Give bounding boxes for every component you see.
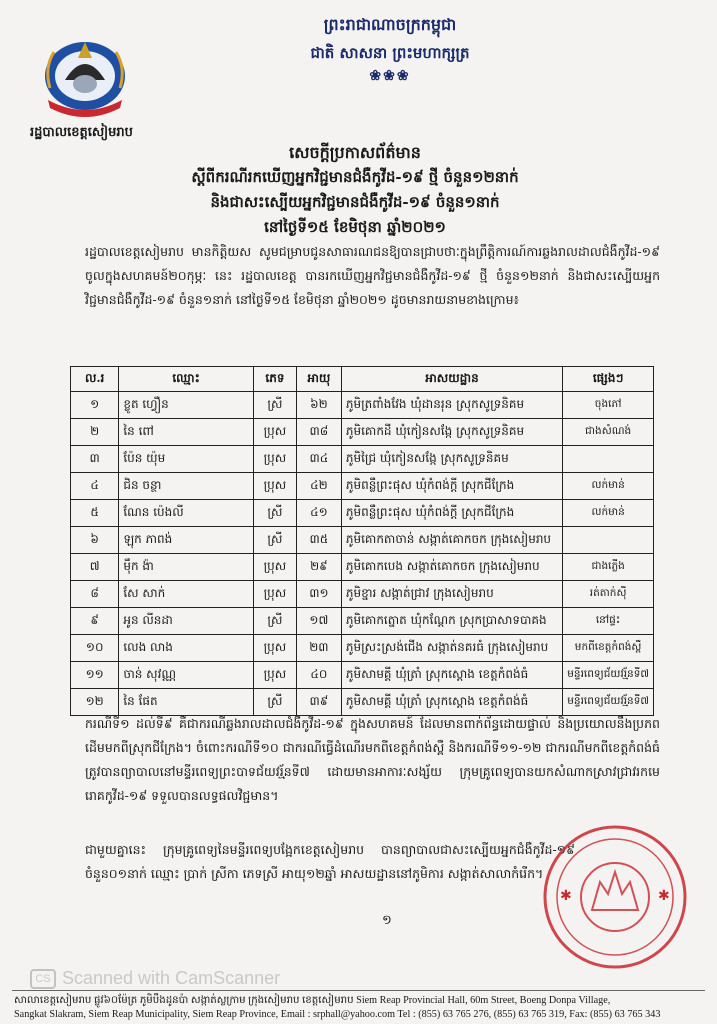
cell-name: នៃ ផែត: [119, 689, 254, 716]
table-row: [71, 527, 654, 554]
cell-note: លក់មាន់: [563, 473, 654, 500]
office-name: រដ្ឋបាលខេត្តសៀមរាប: [30, 125, 133, 140]
cell-note: មន្ទីរពេទ្យជ័យវរ្ម័នទី៧: [563, 689, 654, 716]
cell-age: ២៣: [296, 635, 341, 662]
cell-number: ១០: [71, 635, 119, 662]
cell-address: ភូមិគោកតាចាន់ សង្កាត់គោកចក ក្រុងសៀមរាប: [341, 527, 562, 554]
cell-sex: ស្រី: [253, 608, 296, 635]
cell-number: ៨: [71, 581, 119, 608]
cell-name: លេង លាង: [119, 635, 254, 662]
cell-sex: ប្រុស: [253, 554, 296, 581]
cell-note: [563, 527, 654, 554]
footer-contact: [14, 994, 704, 1022]
table-row: [71, 581, 654, 608]
table-row: [71, 392, 654, 419]
announcement-subject: ស្តីពីករណីរកឃើញអ្នកវិជ្ជមានជំងឺកូវីដ-១៩ ថ្មី ចំនួន១២នាក់: [191, 168, 519, 186]
cell-name: ឡុក ភាពង់: [119, 527, 254, 554]
cell-age: ៣៩: [296, 689, 341, 716]
national-motto: ជាតិ សាសនា ព្រះមហាក្សត្រ: [310, 44, 470, 62]
watermark-text: Scanned with CamScanner: [62, 968, 281, 988]
cell-sex: ស្រី: [253, 392, 296, 419]
cell-age: ៣៥: [296, 527, 341, 554]
cell-name: ជិន ចន្ថា: [119, 473, 254, 500]
cell-sex: ប្រុស: [253, 473, 296, 500]
cell-number: ២: [71, 419, 119, 446]
cell-address: ភូមិខ្នារ សង្កាត់ជ្រាវ ក្រុងសៀមរាប: [341, 581, 562, 608]
cell-note: ចុងភៅ: [563, 392, 654, 419]
cell-age: ៦២: [296, 392, 341, 419]
cell-number: ៣: [71, 446, 119, 473]
table-header-row: [71, 367, 654, 392]
cell-sex: ប្រុស: [253, 446, 296, 473]
cell-age: ៣៤: [296, 446, 341, 473]
cell-sex: ប្រុស: [253, 581, 296, 608]
kingdom-title: ព្រះរាជាណាចក្រកម្ពុជា: [323, 15, 457, 34]
recovery-paragraph: ជាមួយគ្នានេះ ក្រុមគ្រូពេទ្យនៃមន្ទីរពេទ្យបង្អែកខេត្តសៀមរាប បានព្យាបាលជាសះស្បើយអ្នកជំងឺកូវីដ-១៩ ចំនួន០១នាក់ ឈ្មោះ ប្រាក់ ស្រីកា ភេទស្រី អាយុ១២ឆ្នាំ អាសយដ្ឋាននៅភូមិការ សង្កាត់សាលាកំរើក។: [85, 842, 575, 881]
table-row: [71, 662, 654, 689]
cell-address: ភូមិត្រពាំងវែង ឃុំដានរុន ស្រុកសូទ្រនិគម: [341, 392, 562, 419]
cell-age: ៣៨: [296, 419, 341, 446]
cell-name: ម៉ឹក ង៉ា: [119, 554, 254, 581]
announcement-subject-2: និងជាសះស្បើយអ្នកវិជ្ជមានជំងឺកូវីដ-១៩ ចំនួន១នាក់: [210, 193, 500, 211]
cell-sex: ស្រី: [253, 500, 296, 527]
cell-number: ៤: [71, 473, 119, 500]
cell-address: ភូមិពន្លឺព្រះផុស ឃុំកំពង់ក្តី ស្រុកជីក្រែង: [341, 500, 562, 527]
col-header-address: អាសយដ្ឋាន: [341, 367, 562, 392]
cell-number: ៧: [71, 554, 119, 581]
official-stamp-icon: [540, 822, 690, 972]
document-titles: [120, 140, 590, 240]
col-header-sex: ភេទ: [253, 367, 296, 392]
kingdom-header: [240, 14, 540, 84]
footer-divider: [12, 990, 705, 991]
cell-address: ភូមិជ្រៃ ឃុំកៀនសង្កែ ស្រុកសូទ្រនិគម: [341, 446, 562, 473]
cell-sex: ស្រី: [253, 689, 296, 716]
cell-note: [563, 446, 654, 473]
cell-name: ចាន់ សុវណ្ណ: [119, 662, 254, 689]
cell-address: ភូមិសាមគ្គី ឃុំត្រាំ ស្រុកស្តោង ខេត្តកំពង់ធំ: [341, 689, 562, 716]
cell-number: ១: [71, 392, 119, 419]
cell-note: នៅផ្ទះ: [563, 608, 654, 635]
cell-number: ១១: [71, 662, 119, 689]
cell-age: ៤២: [296, 473, 341, 500]
cell-address: ភូមិសាមគ្គី ឃុំត្រាំ ស្រុកស្តោង ខេត្តកំពង់ធំ: [341, 662, 562, 689]
footer-contact-line: Sangkat Slakram, Siem Reap Municipality, Siem Reap Province, Email : srphall@yahoo.com Tel : (855) 63 765 276, (855) 63 765 319, Fax: (855) 63 765 343: [14, 1009, 661, 1020]
cell-note: មន្ទីរពេទ្យជ័យវរ្ម័នទី៧: [563, 662, 654, 689]
cell-address: ភូមិពន្លឺព្រះផុស ឃុំកំពង់ក្តី ស្រុកជីក្រែង: [341, 473, 562, 500]
table-row: [71, 473, 654, 500]
col-header-age: អាយុ: [296, 367, 341, 392]
cell-address: ភូមិគោកត្នោត ឃុំកណ្តែក ស្រុកប្រាសាទបាគង: [341, 608, 562, 635]
col-header-notes: ផ្សេងៗ: [563, 367, 654, 392]
cell-note: ជាងសំណង់: [563, 419, 654, 446]
header-ornament: ❀❀❀: [369, 68, 411, 84]
announcement-title: សេចក្តីប្រកាសព័ត៌មាន: [289, 143, 421, 162]
cell-sex: ប្រុស: [253, 419, 296, 446]
cell-note: រត់តាក់ស៊ី: [563, 581, 654, 608]
svg-text:✱: ✱: [658, 888, 670, 904]
table-row: [71, 419, 654, 446]
table-row: [71, 554, 654, 581]
cell-age: ១៧: [296, 608, 341, 635]
provincial-emblem-icon: [40, 28, 130, 118]
cell-number: ៦: [71, 527, 119, 554]
table-row: [71, 608, 654, 635]
intro-paragraph: រដ្ឋបាលខេត្តសៀមរាប មានកិត្តិយស សូមជម្រាបជូនសាធារណជនឱ្យបានជ្រាបថាៈក្នុងព្រឹត្តិការណ៍ការឆ្លងរាលដាលជំងឺកូវីដ-១៩ ចូលក្នុងសហគមន៍២០កុម្ភៈ នេះ រដ្ឋបាលខេត្ត បានរកឃើញអ្នកវិជ្ជមានជំងឺកូវីដ-១៩ ថ្មី ចំនួន១២នាក់ និងជាសះស្បើយអ្នកវិជ្ជមានជំងឺកូវីដ-១៩ ចំនួន១នាក់ នៅថ្ងៃទី១៥ ខែមិថុនា ឆ្នាំ២០២១ ដូចមានរាយនាមខាងក្រោម៖: [85, 244, 660, 307]
cell-address: ភូមិគោកដី ឃុំកៀនសង្កែ ស្រុកសូទ្រនិគម: [341, 419, 562, 446]
cell-number: ៩: [71, 608, 119, 635]
cell-address: ភូមិស្រះស្រង់ជើង សង្កាត់នគរធំ ក្រុងសៀមរាប: [341, 635, 562, 662]
cell-note: មកពីខេត្តកំពង់ស្ពឺ: [563, 635, 654, 662]
scanner-watermark: [30, 968, 280, 989]
cell-sex: ប្រុស: [253, 635, 296, 662]
cell-age: ២៩: [296, 554, 341, 581]
cell-sex: ស្រី: [253, 527, 296, 554]
cell-age: ៣១: [296, 581, 341, 608]
cell-number: ១២: [71, 689, 119, 716]
cell-name: នៃ ពៅ: [119, 419, 254, 446]
camscanner-logo-icon: CS: [30, 969, 56, 989]
cell-age: ៤០: [296, 662, 341, 689]
cases-table: [70, 366, 654, 716]
cell-sex: ប្រុស: [253, 662, 296, 689]
table-row: [71, 635, 654, 662]
cell-address: ភូមិគោកបេង សង្កាត់គោកចក ក្រុងសៀមរាប: [341, 554, 562, 581]
svg-text:✱: ✱: [560, 888, 572, 904]
office-logo-block: [30, 28, 150, 143]
footer-address-line: សាលាខេត្តសៀមរាប ផ្លូវ៦០ម៉ែត្រ ភូមិបឹងដូនប៉ា សង្កាត់ស្លក្រាម ក្រុងសៀមរាប ខេត្តសៀមរាប Siem Reap Provincial Hall, 60m Street, Boeng Donpa Village,: [14, 995, 611, 1006]
announcement-date: នៅថ្ងៃទី១៥ ខែមិថុនា ឆ្នាំ២០២១: [264, 218, 446, 236]
page-number: ១: [382, 913, 392, 928]
cases-explanation-paragraph: ករណីទី១ ដល់ទី៩ គឺជាករណីឆ្លងរាលដាលជំងឺកូវីដ-១៩ ក្នុងសហគមន៍ ដែលមានពាក់ព័ន្ធដោយផ្ទាល់ និងប្រយោលនឹងប្រភពដើមមកពីស្រុកជីក្រែង។ ចំពោះករណីទី១០ ជាករណីធ្វើដំណើរមកពីខេត្តកំពង់ស្ពឺ និងករណីទី១១-១២ ជាករណីមកពីខេត្តកំពង់ធំ ត្រូវបានព្យាបាលនៅមន្ទីរពេទ្យព្រះបាទជ័យវរ្ម័នទី៧ ដោយមានអាការៈសង្ស័យ ក្រុមគ្រូពេទ្យបានយកសំណាកស្រាវជ្រាវរកមេរោគកូវីដ-១៩ ទទួលបានលទ្ធផលវិជ្ជមាន។: [85, 716, 660, 803]
cell-name: ប៉ែន យ៉ុម: [119, 446, 254, 473]
cell-note: ជាងភ្លើង: [563, 554, 654, 581]
col-header-number: ល.រ: [71, 367, 119, 392]
col-header-name: ឈ្មោះ: [119, 367, 254, 392]
cell-name: ណែន ប៉េងលី: [119, 500, 254, 527]
cell-name: ខ្លូត ហ្វឿន: [119, 392, 254, 419]
cell-age: ៤១: [296, 500, 341, 527]
table-row: [71, 500, 654, 527]
cell-number: ៥: [71, 500, 119, 527]
cell-name: សែ សាក់: [119, 581, 254, 608]
cell-note: លក់មាន់: [563, 500, 654, 527]
cell-name: អូន លីនដា: [119, 608, 254, 635]
table-row: [71, 446, 654, 473]
